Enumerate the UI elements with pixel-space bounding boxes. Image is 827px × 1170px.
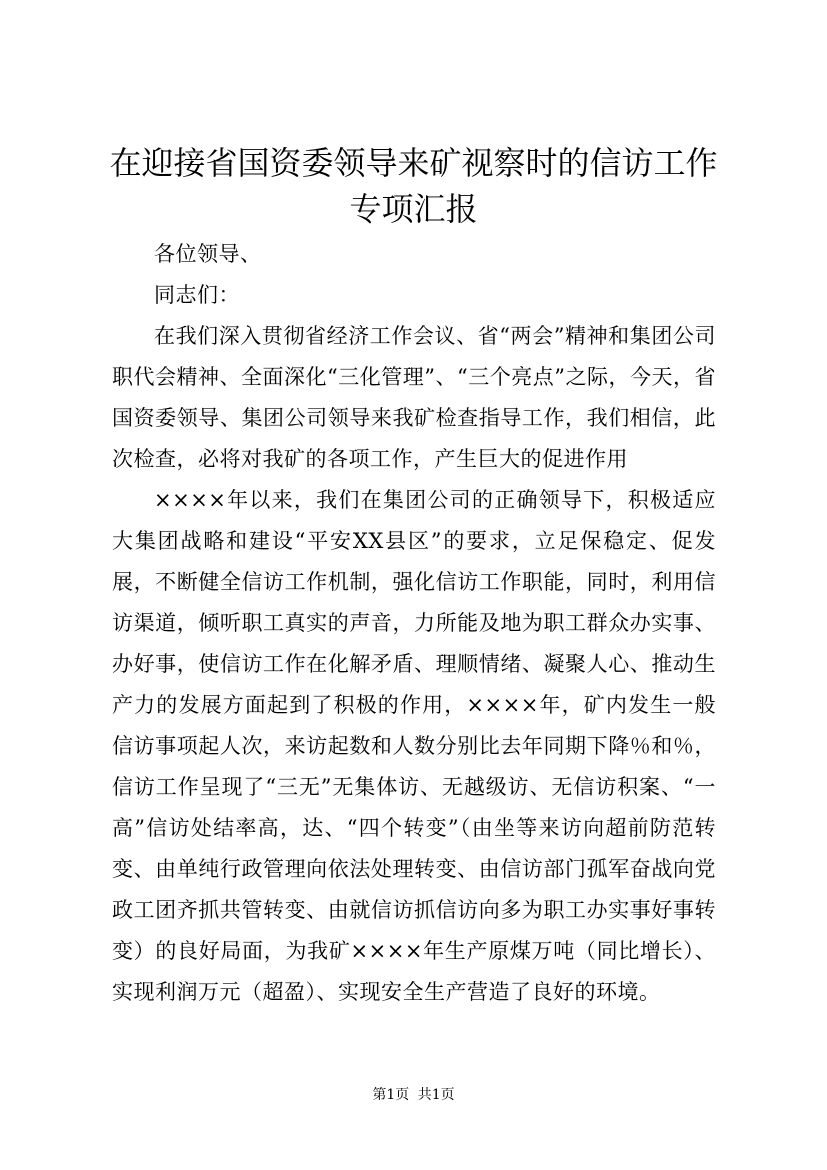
document-title: 在迎接省国资委领导来矿视察时的信访工作专项汇报 [109, 144, 718, 228]
document-body [112, 234, 716, 1013]
paragraph-main: ××××年以来，我们在集团公司的正确领导下，积极适应大集团战略和建设“平安XX县区”的要求，立足保稳定、促发展，不断健全信访工作机制，强化信访工作职能，同时，利用信访渠道，倾听职工真实的声音，力所能及地为职工群众办实事、办好事，使信访工作在化解矛盾、理顺情绪、凝聚人心、推动生产力的发展方面起到了积极的作用，××××年，矿内发生一般信访事项起人次，来访起数和人数分别比去年同期下降％和％，信访工作呈现了“三无”无集体访、无越级访、无信访积案、“一高”信访处结率高，达、“四个转变”（由坐等来访向超前防范转变、由单纯行政管理向依法处理转变、由信访部门孤军奋战向党政工团齐抓共管转变、由就信访抓信访向多为职工办实事好事转变）的良好局面，为我矿××××年生产原煤万吨（同比增长）、实现利润万元（超盈）、实现安全生产营造了良好的环境。 [112, 488, 716, 1004]
page-footer: 第1页 共1页 [372, 1087, 455, 1103]
paragraph-intro: 在我们深入贯彻省经济工作会议、省“两会”精神和集团公司职代会精神、全面深化“三化管理”、“三个亮点”之际，今天，省国资委领导、集团公司领导来我矿检查指导工作，我们相信，此次检查，必将对我矿的各项工作，产生巨大的促进作用 [112, 324, 716, 471]
salutation-line-2: 同志们： [154, 283, 240, 307]
salutation-line-1: 各位领导、 [154, 242, 262, 266]
